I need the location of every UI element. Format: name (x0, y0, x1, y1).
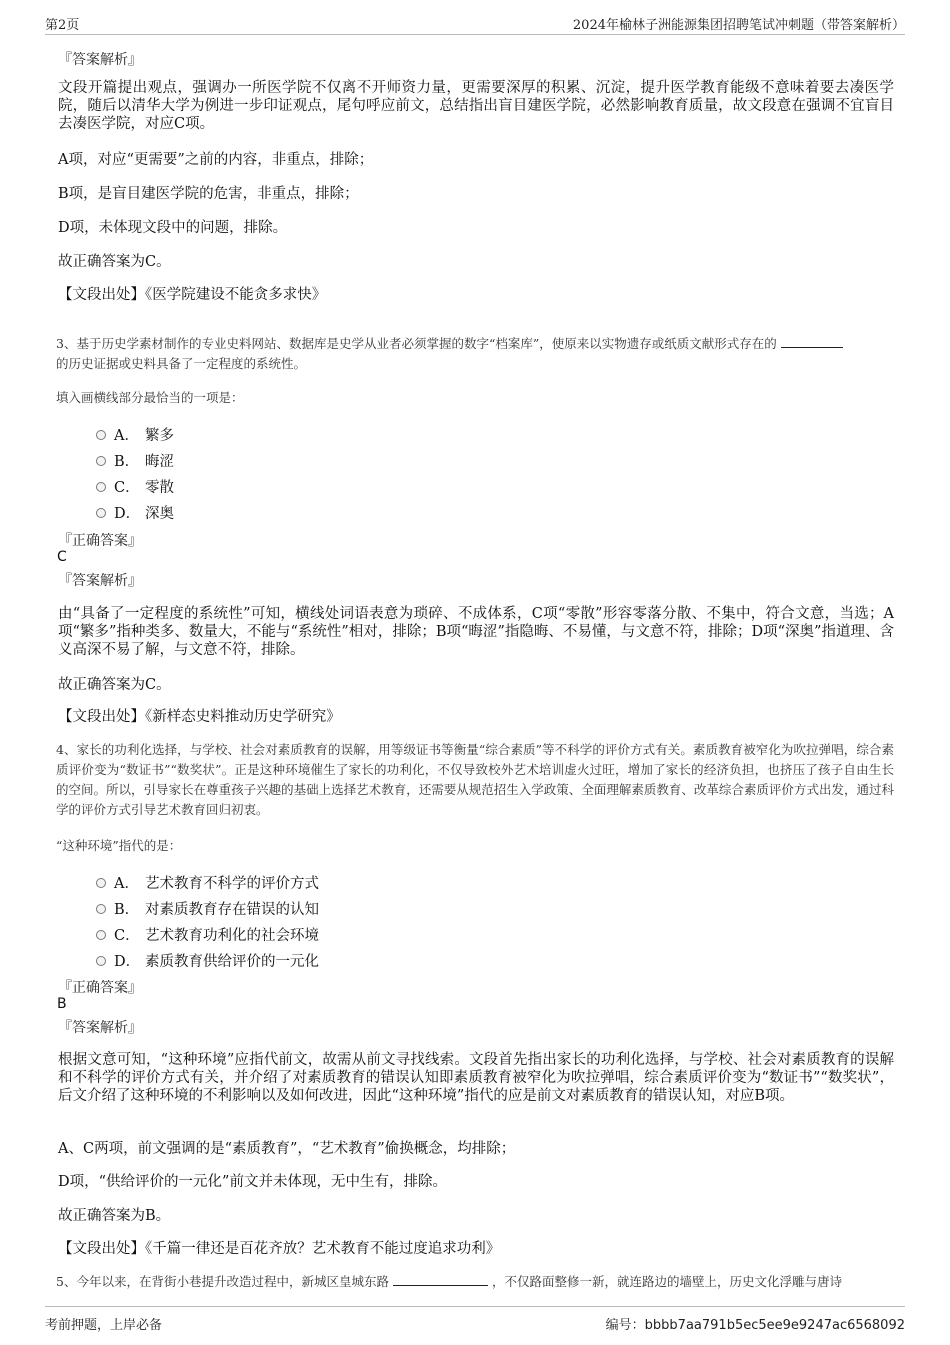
analysis-line: D项，“供给评价的一元化”前文并未体现，无中生有，排除。 (58, 1174, 447, 1190)
fill-blank (393, 1273, 488, 1286)
conclusion: 故正确答案为C。 (58, 677, 171, 693)
analysis-label: 『答案解析』 (58, 1020, 142, 1036)
question-stem: 3、基于历史学素材制作的专业史料网站、数据库是史学从业者必须掌握的数字“档案库”，使原来以实物遗存或纸质文献形式存在的 的历史证据或史料具备了一定程度的系统性。 (56, 334, 894, 374)
document-code: 编号：bbbb7aa791b5ec5ee9e9247ac6568092 (605, 1318, 905, 1333)
correct-answer: C (57, 549, 67, 565)
question-prompt: 填入画横线部分最恰当的一项是： (56, 390, 244, 405)
radio-button[interactable] (96, 456, 106, 466)
source: 【文段出处】《新样态史料推动历史学研究》 (58, 709, 341, 725)
radio-button[interactable] (96, 430, 106, 440)
analysis-text: 文段开篇提出观点，强调办一所医学院不仅离不开师资力量，更需要深厚的积累、沉淀，提升医学教育能级不意味着要去凑医学院，随后以清华大学为例进一步印证观点，尾句呼应前文，总结指出盲目建医学院，必然影响教育质量，故文段意在强调不宜盲目去凑医学院，对应C项。 (58, 80, 894, 132)
source: 【文段出处】《医学院建设不能贪多求快》 (58, 287, 327, 303)
correct-answer: B (57, 996, 67, 1012)
radio-button[interactable] (96, 956, 106, 966)
page-header (45, 12, 905, 35)
analysis-label: 『答案解析』 (58, 52, 142, 68)
question-prompt: “这种环境”指代的是： (56, 838, 182, 853)
analysis-label: 『答案解析』 (58, 573, 142, 589)
analysis-text: 由“具备了一定程度的系统性”可知，横线处词语表意为琐碎、不成体系，C项“零散”形容零落分散、不集中，符合文意，当选；A项“繁多”指种类多、数量大，不能与“系统性”相对，排除；B项“晦涩”指隐晦、不易懂，与文意不符，排除；D项“深奥”指道理、含义高深不易了解，与文意不符，排除。 (58, 606, 894, 658)
conclusion: 故正确答案为B。 (58, 1208, 171, 1224)
analysis-line: A、C两项，前文强调的是“素质教育”，“艺术教育”偷换概念，均排除； (58, 1141, 516, 1157)
analysis-text: 根据文意可知，“这种环境”应指代前文，故需从前文寻找线索。文段首先指出家长的功利化选择，与学校、社会对素质教育的误解和不科学的评价方式有关，并介绍了对素质教育的错误认知即素质教育被窄化为吹拉弹唱，综合素质评价变为“数证书”“数奖状”，后文介绍了这种环境的不利影响以及如何改进，因此“这种环境”指代的应是前文对素质教育的错误认知，对应B项。 (58, 1052, 894, 1104)
page-number: 第2页 (45, 18, 80, 33)
question-stem: 4、家长的功利化选择，与学校、社会对素质教育的误解，用等级证书等衡量“综合素质”等不科学的评价方式有关。素质教育被窄化为吹拉弹唱，综合素质评价变为“数证书”“数奖状”。正是这种环境催生了家长的功利化，不仅导致校外艺术培训虚火过旺，增加了家长的经济负担，也挤压了孩子自由生长的空间。所以，引导家长在尊重孩子兴趣的基础上选择艺术教育，还需要从规范招生入学政策、全面理解素质教育、改革综合素质评价方式出发，通过科学的评价方式引导艺术教育回归初衷。 (56, 742, 894, 817)
radio-button[interactable] (96, 930, 106, 940)
correct-answer-label: 『正确答案』 (58, 533, 142, 549)
footer-slogan: 考前押题，上岸必备 (45, 1318, 163, 1333)
analysis-line: D项，未体现文段中的问题，排除。 (58, 220, 288, 236)
conclusion: 故正确答案为C。 (58, 254, 171, 270)
analysis-line: A项，对应“更需要”之前的内容，非重点，排除； (58, 152, 374, 168)
analysis-line: B项，是盲目建医学院的危害，非重点，排除； (58, 186, 359, 202)
radio-button[interactable] (96, 508, 106, 518)
question-stem: 5、今年以来，在背街小巷提升改造过程中，新城区皇城东路 ，不仅路面整修一新，就连路边的墙壁上，历史文化浮雕与唐诗 (56, 1274, 842, 1289)
radio-button[interactable] (96, 904, 106, 914)
radio-button[interactable] (96, 878, 106, 888)
radio-button[interactable] (96, 482, 106, 492)
page-footer (45, 1306, 905, 1337)
correct-answer-label: 『正确答案』 (58, 980, 142, 996)
source: 【文段出处】《千篇一律还是百花齐放？艺术教育不能过度追求功利》 (58, 1241, 501, 1257)
fill-blank (781, 335, 843, 348)
document-title: 2024年榆林子洲能源集团招聘笔试冲刺题（带答案解析） (572, 18, 905, 33)
